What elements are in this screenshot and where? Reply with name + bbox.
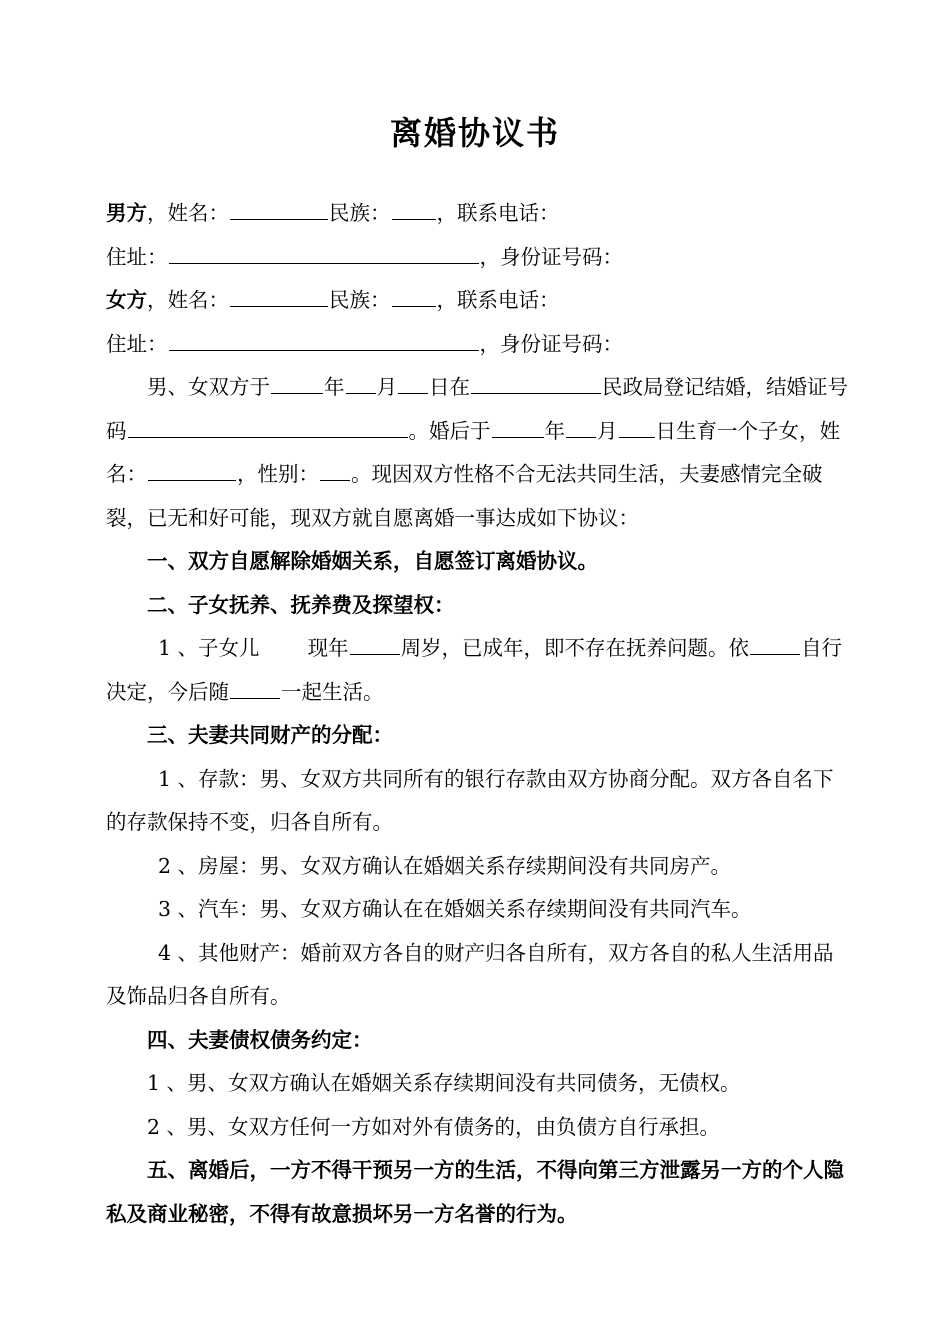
section-3-item-3: 3 、汽车：男、女双方确认在在婚姻关系存续期间没有共同汽车。 — [158, 897, 752, 921]
female-name-label: ，姓名： — [147, 288, 229, 312]
marriage-year-blank[interactable] — [271, 367, 323, 394]
female-name-blank[interactable] — [230, 280, 328, 307]
marriage-month-blank[interactable] — [346, 367, 376, 394]
female-address-line — [106, 323, 850, 367]
female-ethnicity-blank[interactable] — [392, 280, 436, 307]
male-name-label: ，姓名： — [147, 201, 229, 225]
birth-day-blank[interactable] — [619, 411, 655, 438]
intro-text-5: 民政局登记结婚，结婚证号码 — [106, 375, 848, 443]
child-name-blank[interactable] — [148, 454, 236, 481]
section-1-heading: 一、双方自愿解除婚姻关系，自愿签订离婚协议。 — [147, 549, 598, 573]
section-2-item-1 — [106, 627, 850, 714]
intro-text-9: 日生育一个子女，姓名： — [106, 418, 840, 486]
s2-item1-text-5: 一起生活。 — [281, 679, 384, 704]
intro-text-3: 月 — [376, 375, 397, 399]
intro-text-6: 。婚后于 — [408, 418, 491, 443]
male-name-blank[interactable] — [230, 193, 328, 220]
decision-by-blank[interactable] — [750, 628, 800, 655]
female-id-label: ，身份证号码： — [479, 331, 623, 356]
intro-text-7: 年 — [544, 418, 565, 443]
section-3-item-4: 4 、其他财产：婚前双方各自的财产归各自所有，双方各自的私人生活用品及饰品归各自所有。 — [106, 940, 834, 1008]
female-address-label: 住址： — [106, 331, 168, 356]
male-ethnicity-label: 民族： — [329, 201, 391, 225]
document-body — [106, 192, 850, 1236]
intro-text-11: 。现因双方性格不合无法共同生活，夫妻感情完全破裂，已无和好可能，现双方就自愿离婚一事达成如下协议： — [106, 462, 823, 530]
intro-text-10: ，性别： — [237, 462, 319, 486]
male-ethnicity-blank[interactable] — [392, 193, 436, 220]
male-address-line — [106, 236, 850, 280]
s2-item1-text-4: 自行决定，今后随 — [106, 636, 843, 704]
section-4-item-1: 1 、男、女双方确认在婚姻关系存续期间没有共同债务，无债权。 — [147, 1071, 741, 1095]
section-2-heading: 二、子女抚养、抚养费及探望权： — [147, 592, 455, 617]
section-3-heading: 三、夫妻共同财产的分配： — [147, 723, 393, 747]
male-address-label: 住址： — [106, 244, 168, 269]
section-4-heading: 四、夫妻债权债务约定： — [147, 1027, 373, 1052]
intro-paragraph — [106, 366, 850, 540]
female-address-blank[interactable] — [169, 324, 479, 351]
female-label: 女方 — [106, 288, 147, 312]
female-phone-label: ，联系电话： — [436, 288, 560, 312]
section-3-item-1: 1 、存款：男、女双方共同所有的银行存款由双方协商分配。双方各自名下的存款保持不变，归各自所有。 — [106, 766, 834, 834]
document-title: 离婚协议书 — [389, 114, 560, 152]
s2-item1-text-1: 1 、子女儿 — [158, 636, 260, 660]
male-info-line — [106, 192, 850, 236]
intro-text-4: 日在 — [429, 375, 470, 399]
birth-year-blank[interactable] — [492, 411, 544, 438]
intro-text-8: 月 — [597, 418, 618, 443]
s2-item1-text-2: 现年 — [307, 636, 349, 660]
female-info-line — [106, 279, 850, 323]
section-4-item-2: 2 、男、女双方任何一方如对外有债务的，由负债方自行承担。 — [147, 1114, 721, 1139]
male-id-label: ，身份证号码： — [479, 244, 623, 269]
female-ethnicity-label: 民族： — [329, 288, 391, 312]
intro-text-2: 年 — [324, 375, 345, 399]
male-address-blank[interactable] — [169, 237, 479, 264]
s2-item1-text-3: 周岁，已成年，即不存在抚养问题。依 — [400, 636, 750, 660]
section-5-paragraph: 五、离婚后，一方不得干预另一方的生活，不得向第三方泄露另一方的个人隐私及商业秘密，不得有故意损坏另一方名誉的行为。 — [106, 1158, 844, 1226]
child-age-blank[interactable] — [350, 628, 400, 655]
section-3-item-2: 2 、房屋：男、女双方确认在婚姻关系存续期间没有共同房产。 — [158, 853, 732, 878]
intro-text-1: 男、女双方于 — [147, 375, 270, 399]
marriage-cert-number-blank[interactable] — [128, 411, 408, 438]
child-gender-blank[interactable] — [320, 454, 350, 481]
male-label: 男方 — [106, 201, 147, 225]
birth-month-blank[interactable] — [566, 411, 596, 438]
civil-affairs-bureau-blank[interactable] — [471, 367, 601, 394]
live-with-blank[interactable] — [230, 672, 280, 699]
marriage-day-blank[interactable] — [398, 367, 428, 394]
male-phone-label: ，联系电话： — [436, 201, 560, 225]
